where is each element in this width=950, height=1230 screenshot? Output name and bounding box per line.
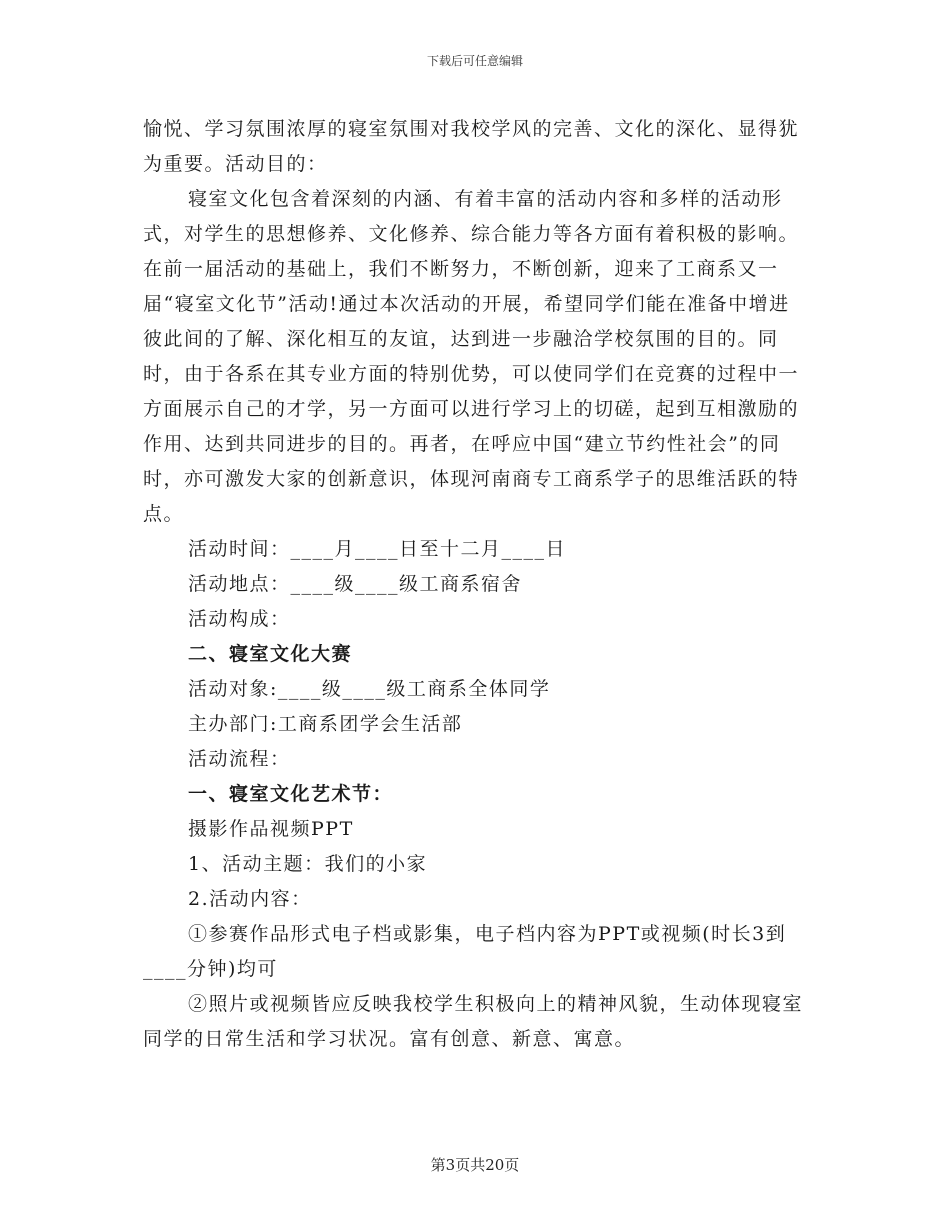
document-body [143, 112, 803, 1057]
paragraph-activity-process: 活动流程： [188, 748, 291, 770]
page-number: 第3页共20页 [430, 1156, 520, 1174]
paragraph-item-2: ②照片或视频皆应反映我校学生积极向上的精神风貌，生动体现寝室同学的日常生活和学习状况。富有创意、新意、寓意。 [143, 993, 804, 1050]
paragraph-content-label: 2.活动内容： [188, 888, 312, 910]
heading-dorm-contest: 二、寝室文化大赛 [188, 643, 353, 665]
paragraph-activity-target: 活动对象:____级____级工商系全体同学 [188, 678, 551, 700]
paragraph-activity-time: 活动时间：____月____日至十二月____日 [188, 538, 567, 560]
paragraph-photo-video: 摄影作品视频PPT [188, 818, 354, 840]
paragraph-item-1: ①参赛作品形式电子档或影集，电子档内容为PPT或视频(时长3到____分钟)均可 [143, 923, 787, 980]
paragraph-atmosphere: 愉悦、学习氛围浓厚的寝室氛围对我校学风的完善、文化的深化、显得犹为重要。活动目的： [143, 118, 800, 175]
paragraph-theme: 1、活动主题：我们的小家 [188, 853, 428, 875]
heading-art-festival: 一、寝室文化艺术节： [188, 783, 394, 805]
paragraph-activity-composition: 活动构成： [188, 608, 291, 630]
paragraph-activity-location: 活动地点：____级____级工商系宿舍 [188, 573, 523, 595]
paragraph-organizer: 主办部门:工商系团学会生活部 [188, 713, 463, 735]
paragraph-dorm-culture: 寝室文化包含着深刻的内涵、有着丰富的活动内容和多样的活动形式，对学生的思想修养、文化修养、综合能力等各方面有着积极的影响。在前一届活动的基础上，我们不断努力，不断创新，迎来了工商系又一届“寝室文化节”活动!通过本次活动的开展，希望同学们能在准备中增进彼此间的了解、深化相互的友谊，达到进一步融洽学校氛围的目的。同时，由于各系在其专业方面的特别优势，可以使同学们在竞赛的过程中一方面展示自己的才学，另一方面可以进行学习上的切磋，起到互相激励的作用、达到共同进步的目的。再者，在呼应中国“建立节约性社会”的同时，亦可激发大家的创新意识，体现河南商专工商系学子的思维活跃的特点。 [143, 188, 800, 525]
page-header: 下载后可任意编辑 [426, 54, 523, 68]
